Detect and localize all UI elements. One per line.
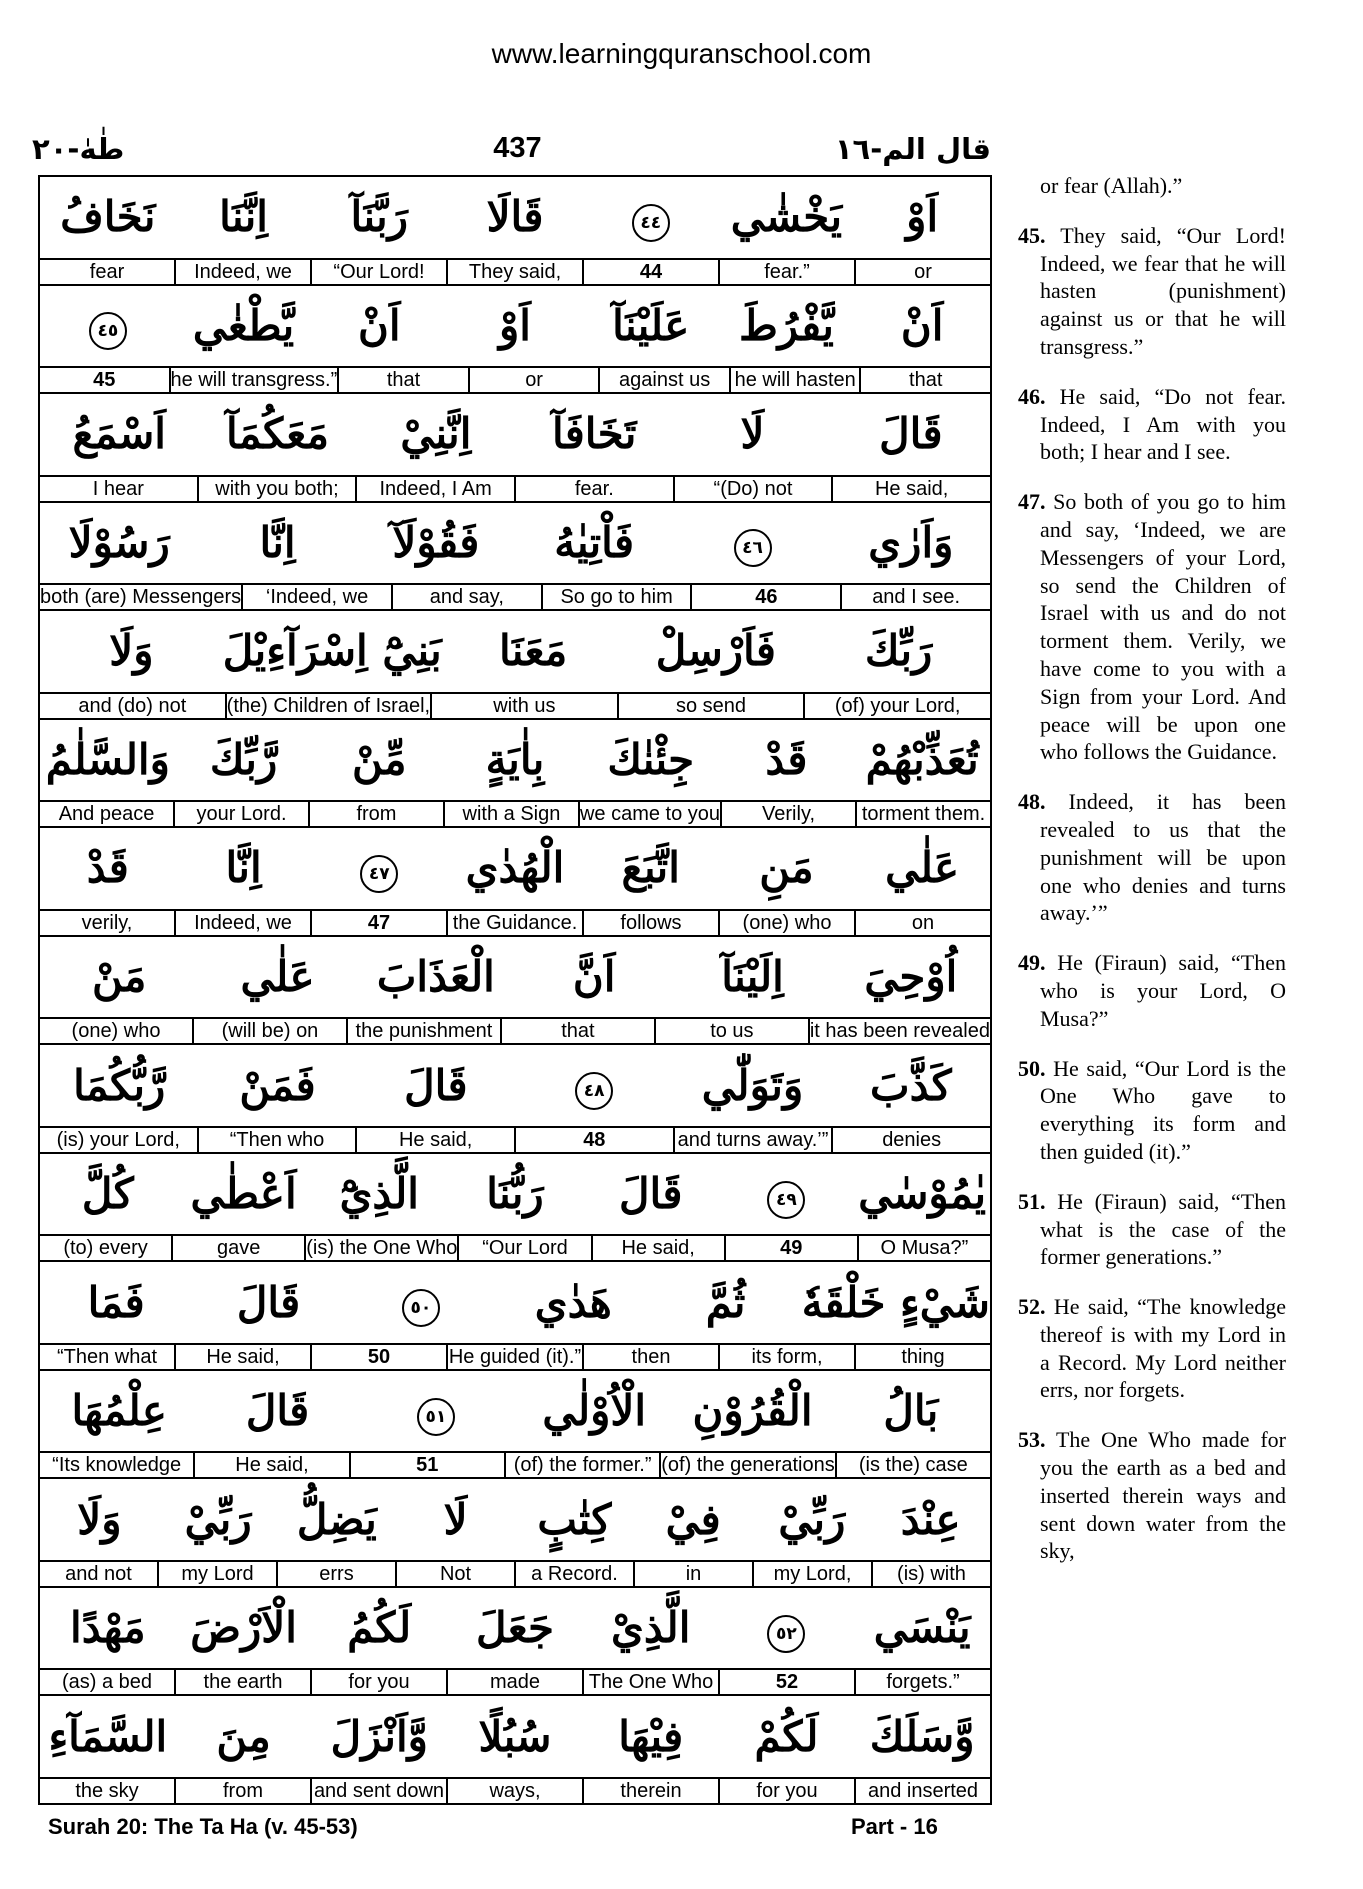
arabic-word: الْهُدٰي (465, 843, 565, 893)
surah-header: طٰهٰ-٢٠ (32, 132, 125, 166)
english-word-cell: ways, (446, 1779, 582, 1803)
arabic-word: اَعْطٰي (190, 1169, 297, 1219)
translation-paragraph (1018, 949, 1286, 1032)
english-word-cell: And peace (58, 803, 155, 826)
grid-row (40, 394, 990, 503)
arabic-line (40, 937, 990, 1020)
verse-number: 46. (1018, 383, 1046, 409)
english-word-cell: 48 (514, 1128, 673, 1152)
arabic-word: الَّذِيْ (611, 1603, 691, 1653)
arabic-line (40, 1371, 990, 1454)
english-word-cell: Indeed, we (174, 260, 310, 284)
arabic-word: اتَّبَعَ (621, 843, 680, 893)
english-line (40, 260, 990, 284)
arabic-word: بِاٰيَةٍ (485, 734, 545, 784)
english-word-cell: with us (430, 694, 617, 718)
english-word-cell: errs (276, 1562, 395, 1586)
arabic-word: يَنْسَي (873, 1603, 971, 1653)
english-word-cell: (the) Children of Israel, (226, 694, 431, 717)
english-line (40, 585, 990, 609)
footer-surah: Surah 20: The Ta Ha (v. 45-53) (48, 1814, 358, 1839)
arabic-word: عَلٰي (885, 843, 960, 893)
translation-text: The One Who made for you the earth as a bed and inserted therein ways and sent down water from the sky, (1040, 1427, 1286, 1564)
english-word-cell: I hear (92, 477, 144, 500)
english-word-cell: (to) every (63, 1237, 148, 1260)
english-word-cell: made (446, 1670, 582, 1694)
english-word-cell: (is) your Lord, (56, 1128, 180, 1151)
grid-row (40, 828, 990, 937)
verse-number-icon: ٥١ (417, 1398, 455, 1436)
english-line (40, 1019, 990, 1043)
grid-row (40, 1262, 990, 1371)
english-word-cell: He guided (it).” (446, 1345, 582, 1369)
grid-row (40, 1371, 990, 1480)
arabic-word: رَّبُّكُمَا (73, 1060, 166, 1110)
arabic-word: شَيْءٍ خَلْقَهٗ (801, 1277, 990, 1327)
english-word-cell: (is) with (871, 1562, 990, 1586)
arabic-word: مَهْدًا (70, 1603, 146, 1653)
arabic-word: فَمَا (87, 1277, 145, 1327)
arabic-word: الْعَذَابَ (376, 951, 495, 1001)
english-line (40, 1236, 990, 1260)
arabic-word: فِيْ (665, 1494, 721, 1544)
english-word-cell: (is) the One Who (306, 1237, 458, 1260)
english-word-cell: 52 (718, 1670, 854, 1694)
english-word-cell: its form, (718, 1345, 854, 1369)
english-word-cell: 45 (93, 369, 116, 392)
english-word-cell: forgets.” (854, 1670, 990, 1694)
verse-number-icon: ٤٧ (360, 855, 398, 893)
english-word-cell: 47 (310, 911, 446, 935)
english-word-cell: 46 (690, 585, 840, 609)
arabic-line (40, 286, 990, 369)
english-word-cell: verily, (81, 911, 133, 934)
arabic-word: اَنَّ (572, 951, 616, 1001)
translation-text: He (Firaun) said, “Then who is your Lord, O Musa?” (1040, 950, 1287, 1031)
arabic-word: عَلٰي (240, 951, 315, 1001)
grid-row (40, 1696, 990, 1803)
english-word-cell: (will be) on (192, 1019, 346, 1043)
verse-number: 49. (1018, 950, 1046, 976)
english-word-cell: They said, (446, 260, 582, 284)
english-line (40, 477, 990, 501)
english-word-cell: “(Do) not (673, 477, 832, 501)
english-word-cell: 44 (582, 260, 718, 284)
english-word-cell: (one) who (71, 1020, 161, 1043)
arabic-word: مَعَنَا (498, 626, 568, 676)
arabic-word: قَالَ (404, 1060, 468, 1110)
arabic-word: مَنِ (759, 843, 814, 893)
english-word-cell: Indeed, we (174, 911, 310, 935)
arabic-word: رَبُّنَا (486, 1169, 544, 1219)
english-word-cell: fear (89, 260, 125, 283)
english-word-cell: (of) your Lord, (803, 694, 990, 718)
arabic-word: اَنْ (900, 300, 944, 350)
arabic-word: وَتَوَلّٰي (701, 1060, 804, 1110)
english-word-cell: for you (718, 1779, 854, 1803)
english-word-cell: (of) the former.” (504, 1453, 659, 1477)
translation-paragraph (1018, 1188, 1286, 1271)
verse-marker (673, 518, 831, 567)
verse-number-icon: ٤٥ (89, 312, 127, 350)
arabic-word: فَمَنْ (239, 1060, 316, 1110)
english-word-cell: he will transgress.” (170, 369, 338, 392)
verse-marker (311, 844, 447, 893)
arabic-word: قَالَ (245, 1386, 310, 1436)
site-url: www.learningquranschool.com (491, 38, 872, 69)
arabic-word: فَاَرْسِلْ (655, 626, 776, 676)
english-word-cell: from (308, 802, 443, 826)
english-word-cell: then (582, 1345, 718, 1369)
verse-number: 47. (1018, 489, 1046, 515)
arabic-word: لَكُمُ (347, 1603, 412, 1653)
english-word-cell: (of) the generations (661, 1454, 835, 1477)
verse-marker (515, 1061, 673, 1110)
arabic-word: لَكُمْ (754, 1711, 819, 1761)
english-word-cell: on (854, 911, 990, 935)
arabic-line (40, 1154, 990, 1237)
english-word-cell: the sky (75, 1779, 139, 1802)
english-word-cell: “Its knowledge (52, 1454, 182, 1477)
english-word-cell: and (do) not (78, 694, 187, 717)
arabic-word: يَخْشٰي (730, 192, 843, 242)
english-word-cell: with a Sign (443, 802, 578, 826)
arabic-word: فِيْهَا (618, 1711, 684, 1761)
english-word-cell: or (468, 368, 599, 392)
arabic-word: اِنَّنَا (219, 192, 268, 242)
english-word-cell: for you (310, 1670, 446, 1694)
verse-number-icon: ٤٨ (575, 1072, 613, 1110)
arabic-word: هَدٰي (534, 1277, 612, 1327)
arabic-word: رَّبِّكَ (209, 734, 278, 784)
english-word-cell: He said, (831, 477, 990, 501)
english-word-cell: a Record. (514, 1562, 633, 1586)
arabic-word: ثُمَّ (705, 1277, 746, 1327)
arabic-word: يَّفْرُطَ (738, 300, 834, 350)
english-line (40, 1562, 990, 1586)
arabic-word: اَسْمَعُ (72, 409, 166, 459)
arabic-word: يَضِلُّ (296, 1494, 377, 1544)
english-word-cell: and not (65, 1562, 132, 1585)
arabic-word: كَذَّبَ (870, 1060, 952, 1110)
english-word-cell: “Our Lord! (310, 260, 446, 284)
english-line (40, 1670, 990, 1694)
english-line (40, 911, 990, 935)
english-word-cell: to us (654, 1019, 808, 1043)
verse-number-icon: ٥٠ (402, 1289, 440, 1327)
arabic-word: بَنِيْٓ اِسْرَآءِيْلَ (222, 626, 442, 676)
english-word-cell: torment them. (855, 802, 990, 826)
english-line (40, 694, 990, 718)
english-word-cell: and turns away.’” (673, 1128, 832, 1152)
grid-row (40, 937, 990, 1046)
english-word-cell: he will hasten (729, 368, 860, 392)
arabic-word: تُعَذِّبْهُمْ (865, 734, 979, 784)
english-word-cell: ‘Indeed, we (241, 585, 391, 609)
english-word-cell: Not (395, 1562, 514, 1586)
verse-marker (357, 1387, 515, 1436)
english-word-cell: the earth (174, 1670, 310, 1694)
english-word-cell: 50 (310, 1345, 446, 1369)
arabic-word: قَالَا (486, 192, 544, 242)
translation-paragraph (1018, 1426, 1286, 1565)
arabic-word: السَّمَآءِ (48, 1711, 168, 1761)
arabic-word: الَّذِيْٓ (339, 1169, 419, 1219)
verse-number: 51. (1018, 1188, 1046, 1214)
arabic-line (40, 1588, 990, 1671)
english-word-cell: (one) who (718, 911, 854, 935)
english-word-cell: the punishment (346, 1019, 500, 1043)
grid-row (40, 1154, 990, 1263)
english-word-cell: He said, (174, 1345, 310, 1369)
arabic-word: وَاَرٰي (868, 517, 954, 567)
english-word-cell: O Musa?” (857, 1236, 990, 1260)
english-line (40, 368, 990, 392)
english-word-cell: so send (617, 694, 804, 718)
arabic-word: اَوْ (906, 192, 939, 242)
arabic-word: قَدْ (765, 734, 808, 784)
arabic-word: قَدْ (86, 843, 129, 893)
english-word-cell: (is the) case (835, 1453, 990, 1477)
arabic-word: قَالَ (236, 1277, 301, 1327)
english-word-cell: the Guidance. (446, 911, 582, 935)
english-word-cell: thing (854, 1345, 990, 1369)
translation-text: So both of you go to him and say, ‘Indeed, we are Messengers of your Lord, so send the Children of Israel with us and do not torment them. Verily, we have come to you with a Sign from your Lord. And peace will be upon one who follows the Guidance. (1040, 489, 1286, 765)
english-word-cell: that (500, 1019, 654, 1043)
english-word-cell: or (854, 260, 990, 284)
english-word-cell: that (337, 368, 468, 392)
translation-text: He (Firaun) said, “Then what is the case of the former generations.” (1040, 1188, 1287, 1270)
english-word-cell: we came to you (579, 803, 721, 826)
arabic-line (40, 720, 990, 803)
english-word-cell: Indeed, I Am (355, 477, 514, 501)
arabic-word: قَالَ (879, 409, 943, 459)
english-word-cell: both (are) Messengers (39, 586, 242, 609)
english-word-cell: in (633, 1562, 752, 1586)
verse-marker (345, 1278, 497, 1327)
grid-row (40, 1479, 990, 1588)
verse-number-icon: ٤٤ (632, 204, 670, 242)
grid-row (40, 1588, 990, 1697)
arabic-word: رَسُوْلَا (68, 517, 170, 567)
grid-row (40, 1045, 990, 1154)
translation-paragraph (1018, 383, 1286, 466)
arabic-word: اِنَّنِيْ (400, 409, 472, 459)
arabic-word: الْاَرْضَ (190, 1603, 297, 1653)
english-line (40, 1453, 990, 1477)
arabic-line (40, 1696, 990, 1779)
arabic-word: وَلَا (77, 1494, 122, 1544)
arabic-word: رَبَّنَآ (350, 192, 408, 242)
arabic-word: الْاُوْلٰي (542, 1386, 647, 1436)
arabic-line (40, 1262, 990, 1345)
arabic-line (40, 828, 990, 911)
arabic-word: مَعَكُمَآ (226, 409, 330, 459)
verse-marker (719, 1604, 855, 1653)
english-word-cell: “Our Lord (457, 1236, 590, 1260)
verse-number-icon: ٥٢ (767, 1615, 805, 1653)
grid-row (40, 720, 990, 829)
verse-number: 53. (1018, 1427, 1046, 1453)
arabic-word: مِّنْ (352, 734, 407, 784)
arabic-line (40, 503, 990, 586)
arabic-word: قَالَ (619, 1169, 683, 1219)
arabic-word: نَخَافُ (60, 192, 156, 242)
grid-row (40, 503, 990, 612)
arabic-line (40, 1045, 990, 1128)
arabic-word: اَوْ (499, 300, 531, 350)
english-word-cell: that (859, 368, 990, 392)
arabic-line (40, 177, 990, 260)
arabic-line (40, 394, 990, 477)
english-word-cell: “Then what (56, 1345, 158, 1368)
translation-column (1018, 172, 1286, 1587)
arabic-word: مَنْ (91, 951, 147, 1001)
english-word-cell: 51 (349, 1453, 504, 1477)
arabic-word: عِلْمُهَا (71, 1386, 167, 1436)
english-word-cell: fear.” (718, 260, 854, 284)
verse-marker (40, 301, 176, 350)
page-number: 437 (493, 132, 542, 164)
translation-paragraph (1018, 1055, 1286, 1166)
word-by-word-grid (38, 175, 992, 1805)
english-word-cell: He said, (193, 1453, 348, 1477)
arabic-word: اِلَيْنَآ (721, 951, 784, 1001)
english-word-cell: (as) a bed (61, 1671, 153, 1694)
grid-row (40, 611, 990, 720)
english-word-cell: my Lord (157, 1562, 276, 1586)
grid-row (40, 286, 990, 395)
english-word-cell: and sent down (310, 1779, 446, 1803)
translation-paragraph (1018, 1293, 1286, 1404)
english-word-cell: gave (171, 1236, 304, 1260)
english-word-cell: my Lord, (752, 1562, 871, 1586)
verse-number-icon: ٤٦ (734, 529, 772, 567)
english-word-cell: denies (831, 1128, 990, 1152)
verse-number: 52. (1018, 1294, 1046, 1320)
arabic-word: وَالسَّلٰمُ (45, 734, 170, 784)
arabic-word: كُلَّ (81, 1169, 134, 1219)
english-word-cell: He said, (355, 1128, 514, 1152)
english-word-cell: Verily, (720, 802, 855, 826)
arabic-word: يٰمُوْسٰي (858, 1169, 987, 1219)
arabic-word: وَّسَلَكَ (869, 1711, 975, 1761)
arabic-word: مِنَ (216, 1711, 271, 1761)
english-line (40, 1128, 990, 1152)
translation-text: or fear (Allah).” (1040, 173, 1183, 198)
translation-paragraph (1018, 172, 1286, 200)
translation-text: They said, “Our Lord! Indeed, we fear that he will hasten (punishment) against us or that he will transgress.” (1040, 222, 1286, 359)
translation-paragraph (1018, 222, 1286, 361)
arabic-line (40, 611, 990, 694)
arabic-word: سُبُلًا (478, 1711, 552, 1761)
translation-text: He said, “The knowledge thereof is with my Lord in a Record. My Lord neither errs, nor forgets. (1040, 1294, 1287, 1403)
part-header: قال الم-١٦ (834, 132, 991, 166)
english-word-cell: against us (598, 368, 729, 392)
english-word-cell: and inserted (854, 1779, 990, 1803)
translation-text: He said, “Our Lord is the One Who gave to everything its form and then guided (it).” (1040, 1055, 1287, 1164)
english-word-cell: 49 (724, 1236, 857, 1260)
english-word-cell: The One Who (582, 1670, 718, 1694)
arabic-word: اُوْحِيَ (864, 951, 958, 1001)
arabic-word: رَبِّكَ (864, 626, 933, 676)
english-word-cell: fear. (514, 477, 673, 501)
verse-number-icon: ٤٩ (767, 1181, 805, 1219)
arabic-word: فَاْتِيٰهُ (554, 517, 635, 567)
english-word-cell: your Lord. (173, 802, 308, 826)
arabic-word: عِنْدَ (900, 1494, 961, 1544)
arabic-word: جَعَلَ (475, 1603, 554, 1653)
arabic-word: فَقُوْلَآ (392, 517, 480, 567)
verse-marker (583, 193, 719, 242)
arabic-word: وَلَا (109, 626, 154, 676)
arabic-word: كِتٰبٍ (537, 1494, 612, 1544)
arabic-word: بَالُ (883, 1386, 939, 1436)
arabic-word: رَبِّيْ (778, 1494, 846, 1544)
translation-paragraph (1018, 488, 1286, 766)
arabic-word: يَّطْغٰي (192, 300, 295, 350)
arabic-word: وَّاَنْزَلَ (330, 1711, 428, 1761)
english-line (40, 802, 990, 826)
grid-row (40, 177, 990, 286)
english-word-cell: with you both; (197, 477, 356, 501)
english-word-cell: So go to him (541, 585, 691, 609)
arabic-word: عَلَيْنَآ (612, 300, 690, 350)
verse-number: 45. (1018, 222, 1046, 248)
english-word-cell: He said, (591, 1236, 724, 1260)
english-word-cell: therein (582, 1779, 718, 1803)
english-word-cell: it has been revealed (809, 1020, 990, 1043)
arabic-word: لَا (443, 1494, 468, 1544)
footer-part: Part - 16 (851, 1814, 938, 1839)
english-word-cell: and say, (391, 585, 541, 609)
verse-number: 50. (1018, 1055, 1046, 1081)
verse-number: 48. (1018, 789, 1046, 815)
english-word-cell: “Then who (197, 1128, 356, 1152)
arabic-word: رَبِّيْ (184, 1494, 252, 1544)
arabic-line (40, 1479, 990, 1562)
english-line (40, 1345, 990, 1369)
translation-text: He said, “Do not fear. Indeed, I Am with you both; I hear and I see. (1040, 383, 1287, 465)
verse-marker (719, 1170, 855, 1219)
english-line (40, 1779, 990, 1803)
english-word-cell: follows (582, 911, 718, 935)
arabic-word: اِنَّا (259, 517, 296, 567)
arabic-word: جِئْنٰكَ (607, 734, 695, 784)
arabic-word: اَنْ (358, 300, 401, 350)
arabic-word: تَخَافَآ (551, 409, 637, 459)
english-word-cell: and I see. (840, 585, 990, 609)
arabic-word: لَا (740, 409, 765, 459)
arabic-word: الْقُرُوْنِ (692, 1386, 813, 1436)
english-word-cell: from (174, 1779, 310, 1803)
translation-text: Indeed, it has been revealed to us that the punishment will be upon one who denies and turns away.’” (1040, 789, 1286, 926)
translation-paragraph (1018, 788, 1286, 927)
arabic-word: اِنَّا (225, 843, 262, 893)
